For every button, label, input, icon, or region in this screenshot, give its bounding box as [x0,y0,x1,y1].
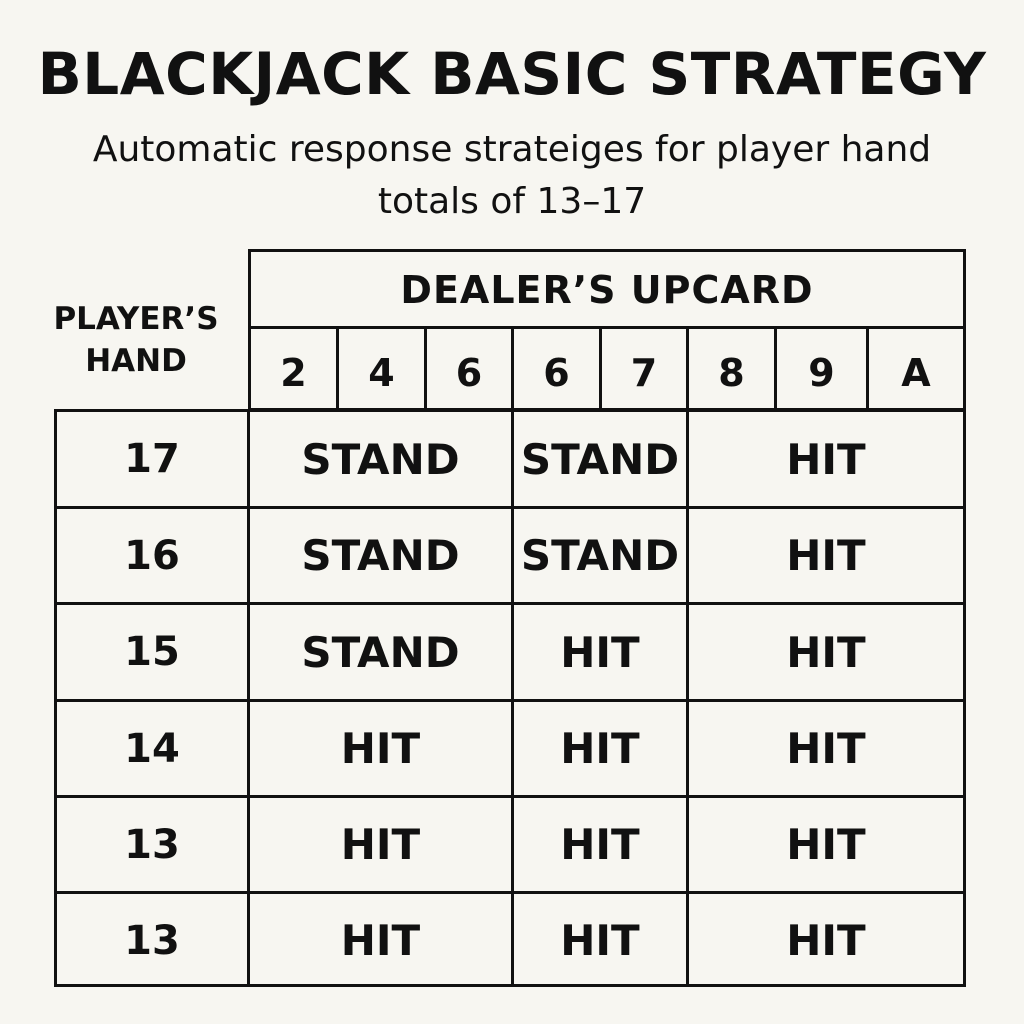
hand-total: 13 [124,821,180,868]
hand-total: 14 [124,725,180,772]
decision-cell: STAND [301,434,460,484]
upcard-label: 8 [718,350,745,395]
decision-cell: HIT [340,916,421,965]
upcard-label: A [901,350,931,395]
hand-total: 13 [124,917,180,964]
upcard-label: 6 [543,350,570,395]
row-header-label [30,290,242,390]
decision-cell: HIT [560,724,640,773]
decision-cell: HIT [340,724,421,773]
page-subtitle: Automatic response strateiges for player hand totals of 13–17 [92,129,932,222]
upcard-label: 2 [280,350,307,395]
decision-cell: STAND [520,531,680,580]
upcard-label: 7 [630,350,658,395]
hand-total: 16 [124,532,180,579]
decision-cell: HIT [786,531,866,580]
decision-cell: STAND [301,531,460,580]
decision-cell: HIT [340,820,421,869]
decision-cell: HIT [786,627,866,677]
decision-cell: HIT [786,916,866,965]
decision-cell: HIT [560,627,640,677]
decision-cell: HIT [786,724,866,773]
decision-cell: HIT [560,820,640,869]
upcard-label: 6 [455,350,483,395]
dealer-upcard-label: DEALER’S UPCARD [400,268,814,312]
page-title: BLACKJACK BASIC STRATEGY [37,40,987,108]
hand-total: 17 [124,436,180,482]
upcard-label: 9 [808,350,835,395]
decision-cell: STAND [520,434,680,484]
decision-cell: HIT [786,434,866,484]
decision-cell: HIT [560,916,640,965]
upcard-label: 4 [368,350,395,395]
decision-cell: HIT [786,820,866,869]
hand-total: 15 [124,629,180,675]
decision-cell: STAND [301,627,460,677]
player-hand-label: PLAYER’S HAND [53,301,219,379]
